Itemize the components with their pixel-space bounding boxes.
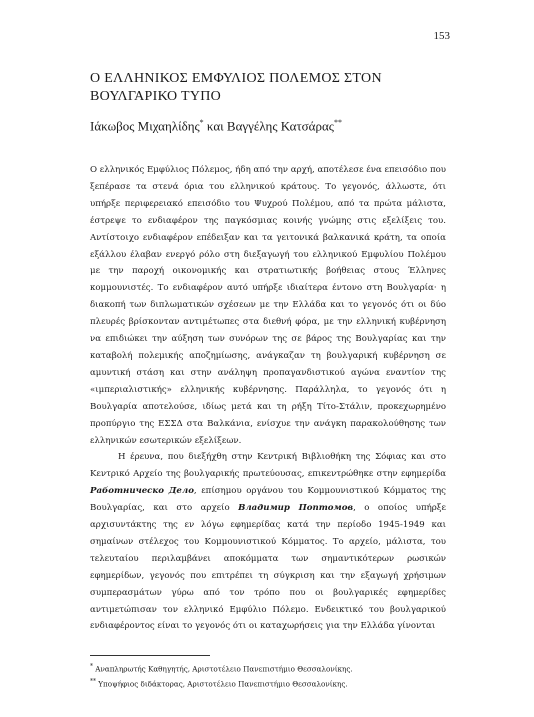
footnote-1: [90, 660, 460, 675]
authors-conjunction: και: [203, 118, 227, 134]
footnote-divider: [90, 655, 210, 656]
footnotes: [90, 660, 460, 691]
author-1-footnote-mark: *: [199, 118, 204, 127]
article-body: [90, 162, 446, 635]
author-2-footnote-mark: **: [333, 118, 342, 127]
paragraph-1: Ο ελληνικός Εμφύλιος Πόλεμος, ήδη από την αρχή, αποτέλεσε ένα επεισόδιο που ξεπέρασε τα στενά όρια του ελληνικού κράτους. Το γεγονός, άλλωστε, ότι υπήρξε περιφερειακό επεισόδιο του Ψυχρού Πολέμου, από τα πρώτα μάλιστα, έστρεψε το ενδιαφέρον της παγκόσμιας κοινής γνώμης στις εξελίξεις του. Αντίστοιχο ενδιαφέρον επέδειξαν και τα γειτονικά βαλκανικά κράτη, τα οποία εξάλλου έλαβαν ενεργό ρόλο στη διεξαγωγή του ελληνικού Εμφυλίου Πολέμου με την παροχή οικονομικής και στρατιωτικής βοήθειας στους Έλληνες κομμουνιστές. Το ενδιαφέρον αυτό υπήρξε ιδιαίτερα έντονο στη Βουλγαρία· η διακοπή των διπλωματικών σχέσεων με την Ελλάδα και το γεγονός ότι οι δύο πλευρές βρίσκονταν αντιμέτωπες στα διεθνή φόρα, με την ελληνική κυβέρνηση να επιδιώκει την αύξηση των συνόρων της σε βάρος της Βουλγαρίας και την καταβολή πολεμικής αποζημίωσης, ανάγκαζαν τη βουλγαρική κυβέρνηση σε αμυντική στάση και στην ανάληψη προπαγανδιστικού αγώνα εναντίον της «ιμπεριαλιστικής» ελληνικής κυβέρνησης. Παράλληλα, το γεγονός ότι η Βουλγαρία αποτελούσε, ιδίως μετά και τη ρήξη Τίτο-Στάλιν, προκεχωρημένο προπύργιο της ΕΣΣΔ στα Βαλκάνια, ενίσχυε την ανάγκη παρακολούθησης των ελληνικών εσωτερικών εξελίξεων.: [90, 165, 446, 446]
footnote-1-text: Αναπληρωτής Καθηγητής, Αριστοτέλειο Πανεπιστήμιο Θεσσαλονίκης.: [93, 664, 353, 674]
footnote-2-text: Υποψήφιος διδάκτορας, Αριστοτέλειο Πανεπιστήμιο Θεσσαλονίκης.: [96, 679, 348, 689]
archive-name: Владимир Поптомов: [238, 503, 354, 514]
paragraph-2-part-c: , ο οποίος υπήρξε αρχισυντάκτης της εν λόγω εφημερίδας κατά την περίοδο 1945-1949 και σημαίνων στέλεχος του Κομμουνιστικού Κόμματος. Το αρχείο, μάλιστα, του τελευταίου περιλαμβάνει αποκόμματα των σημαντικότερων ρωσικών εφημερίδων, γεγονός που επιτρέπει τη σύγκριση και την εξαγωγή χρήσιμων συμπερασμάτων γύρω από τον τρόπο που οι βουλγαρικές εφημερίδες αντιμετώπισαν τον ελληνικό Εμφύλιο Πόλεμο. Ενδεικτικό του βουλγαρικού ενδιαφέροντος είναι το γεγονός ότι οι καταχωρήσεις για την Ελλάδα γίνονται: [90, 503, 446, 632]
paragraph-2-part-a: Η έρευνα, που διεξήχθη στην Κεντρική Βιβλιοθήκη της Σόφιας και στο Κεντρικό Αρχείο της βουλγαρικής πρωτεύουσας, επικεντρώθηκε στην εφημερίδα: [90, 452, 446, 480]
author-1: Ιάκωβος Μιχαηλίδης: [90, 118, 200, 134]
footnote-1-mark: *: [90, 663, 93, 670]
footnote-2-mark: **: [90, 678, 96, 686]
footnote-2: [90, 675, 460, 690]
article-title: Ο ΕΛΛΗΝΙΚΟΣ ΕΜΦΥΛΙΟΣ ΠΟΛΕΜΟΣ ΣΤΟΝ ΒΟΥΛΓΑΡΙΚΟ ΤΥΠΟ: [90, 71, 382, 104]
paragraph-2: [90, 449, 446, 635]
newspaper-name: Работническо Дело: [90, 486, 194, 497]
page-number: 153: [433, 30, 450, 42]
authors-line: [90, 118, 460, 134]
paragraph-2-part-b: , επίσημου οργάνου του Κομμουνιστικού Κόμματος της Βουλγαρίας, και στο αρχείο: [90, 486, 446, 514]
author-2: Βαγγέλης Κατσάρας: [226, 118, 334, 134]
